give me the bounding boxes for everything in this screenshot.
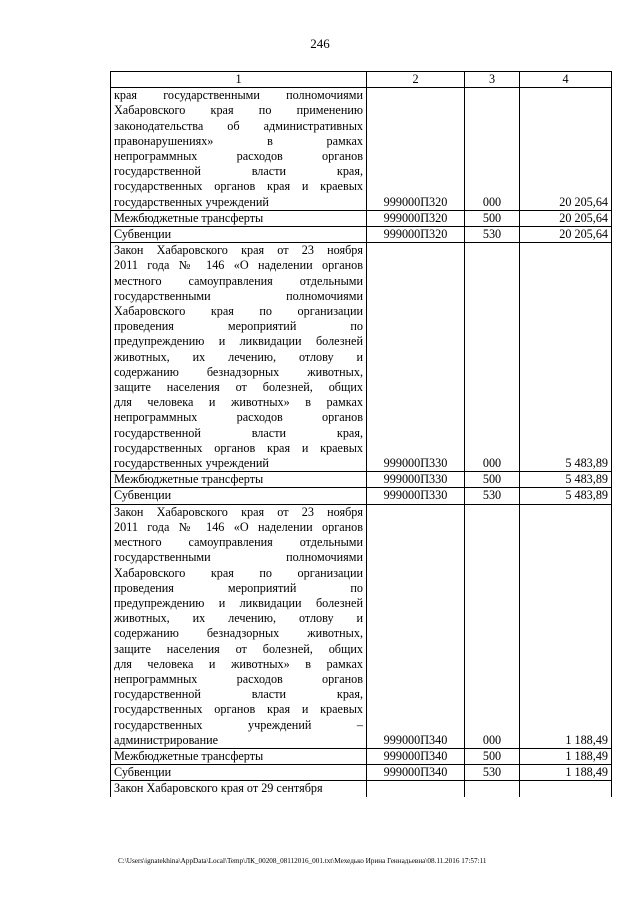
target-article-code: 999000П340 xyxy=(367,504,465,748)
description-line: непрограммных расходов органов xyxy=(114,671,363,686)
description-line: государственных учреждений xyxy=(114,456,269,471)
description-line: Закон Хабаровского края от 23 ноября xyxy=(114,504,363,519)
description-line: содержанию безнадзорных животных, xyxy=(114,626,363,641)
target-article-code: 999000П330 xyxy=(367,488,465,504)
description-line: государственными полномочиями xyxy=(114,288,363,303)
amount xyxy=(520,781,612,797)
expense-type-code: 530 xyxy=(465,227,520,243)
target-article-code: 999000П320 xyxy=(367,88,465,211)
description-line: государственной власти края, xyxy=(114,425,363,440)
amount: 20 205,64 xyxy=(520,227,612,243)
description-line: края государственными полномочиями xyxy=(114,88,363,103)
target-article-code: 999000П330 xyxy=(367,472,465,488)
description-line: Межбюджетные трансферты xyxy=(114,210,264,225)
description-line: содержанию безнадзорных животных, xyxy=(114,364,363,379)
column-header: 2 xyxy=(367,72,465,88)
table-header-row xyxy=(111,72,612,88)
description-line: государственных органов края и краевых xyxy=(114,179,363,194)
description-line: государственной власти края, xyxy=(114,164,363,179)
table-row xyxy=(111,765,612,781)
description-line: государственных учреждений – xyxy=(114,717,363,732)
target-article-code: 999000П330 xyxy=(367,243,465,472)
description-line: Хабаровского края по применению xyxy=(114,103,363,118)
target-article-code: 999000П320 xyxy=(367,210,465,226)
description-line: предупреждению и ликвидации болезней xyxy=(114,595,363,610)
table-row xyxy=(111,472,612,488)
table-row xyxy=(111,748,612,764)
expense-type-code xyxy=(465,781,520,797)
amount: 1 188,49 xyxy=(520,748,612,764)
table-row xyxy=(111,781,612,797)
description-line: Межбюджетные трансферты xyxy=(114,472,264,487)
column-header: 3 xyxy=(465,72,520,88)
expense-type-code: 500 xyxy=(465,472,520,488)
description-line: защите населения от болезней, общих xyxy=(114,380,363,395)
row-description xyxy=(111,765,367,781)
description-line: государственными полномочиями xyxy=(114,550,363,565)
description-line: проведения мероприятий по xyxy=(114,319,363,334)
table-row xyxy=(111,88,612,211)
amount: 1 188,49 xyxy=(520,504,612,748)
target-article-code: 999000П340 xyxy=(367,748,465,764)
description-line: Субвенции xyxy=(114,227,172,242)
description-line: 2011 года № 146 «О наделении органов xyxy=(114,258,363,273)
amount: 20 205,64 xyxy=(520,210,612,226)
description-line: государственной власти края, xyxy=(114,687,363,702)
table-row xyxy=(111,243,612,472)
amount: 1 188,49 xyxy=(520,765,612,781)
description-line: Межбюджетные трансферты xyxy=(114,748,264,763)
expense-type-code: 530 xyxy=(465,488,520,504)
description-line: местного самоуправления отдельными xyxy=(114,535,363,550)
description-line: Закон Хабаровского края от 23 ноября xyxy=(114,243,363,258)
row-description xyxy=(111,748,367,764)
description-line: законодательства об административных xyxy=(114,118,363,133)
description-line: животных, их лечению, отлову и xyxy=(114,349,363,364)
table-row xyxy=(111,227,612,243)
expense-type-code: 000 xyxy=(465,243,520,472)
expense-type-code: 500 xyxy=(465,748,520,764)
table-row xyxy=(111,488,612,504)
row-description xyxy=(111,504,367,748)
column-header: 1 xyxy=(111,72,367,88)
description-line: непрограммных расходов органов xyxy=(114,410,363,425)
file-path-footer: C:\Users\ignatekhina\AppData\Local\Temp\ЛК_00208_08112016_001.txt\Мехедько Ирина Геннадьевна\08.11.2016 17:57:11 xyxy=(118,857,487,865)
row-description xyxy=(111,472,367,488)
description-line: правонарушениях» в рамках xyxy=(114,133,363,148)
description-line: администрирование xyxy=(114,732,219,747)
row-description xyxy=(111,210,367,226)
table-row xyxy=(111,210,612,226)
description-line: для человека и животных» в рамках xyxy=(114,656,363,671)
expense-type-code: 000 xyxy=(465,504,520,748)
description-line: местного самоуправления отдельными xyxy=(114,273,363,288)
row-description xyxy=(111,488,367,504)
row-description xyxy=(111,88,367,211)
amount: 5 483,89 xyxy=(520,243,612,472)
target-article-code xyxy=(367,781,465,797)
amount: 5 483,89 xyxy=(520,472,612,488)
description-line: Хабаровского края по организации xyxy=(114,304,363,319)
amount: 20 205,64 xyxy=(520,88,612,211)
description-line: проведения мероприятий по xyxy=(114,580,363,595)
amount: 5 483,89 xyxy=(520,488,612,504)
row-description xyxy=(111,243,367,472)
description-line: государственных учреждений xyxy=(114,194,269,209)
description-line: для человека и животных» в рамках xyxy=(114,395,363,410)
table-row xyxy=(111,504,612,748)
target-article-code: 999000П340 xyxy=(367,765,465,781)
page-number: 246 xyxy=(310,36,330,51)
budget-table xyxy=(110,71,612,797)
description-line: 2011 года № 146 «О наделении органов xyxy=(114,519,363,534)
description-line: животных, их лечению, отлову и xyxy=(114,611,363,626)
row-description xyxy=(111,781,367,797)
description-line: Закон Хабаровского края от 29 сентября xyxy=(114,781,323,796)
description-line: защите населения от болезней, общих xyxy=(114,641,363,656)
row-description xyxy=(111,227,367,243)
description-line: Субвенции xyxy=(114,765,172,780)
description-line: непрограммных расходов органов xyxy=(114,149,363,164)
expense-type-code: 530 xyxy=(465,765,520,781)
expense-type-code: 000 xyxy=(465,88,520,211)
column-header: 4 xyxy=(520,72,612,88)
description-line: предупреждению и ликвидации болезней xyxy=(114,334,363,349)
target-article-code: 999000П320 xyxy=(367,227,465,243)
description-line: Субвенции xyxy=(114,488,172,503)
description-line: государственных органов края и краевых xyxy=(114,440,363,455)
description-line: государственных органов края и краевых xyxy=(114,702,363,717)
expense-type-code: 500 xyxy=(465,210,520,226)
description-line: Хабаровского края по организации xyxy=(114,565,363,580)
